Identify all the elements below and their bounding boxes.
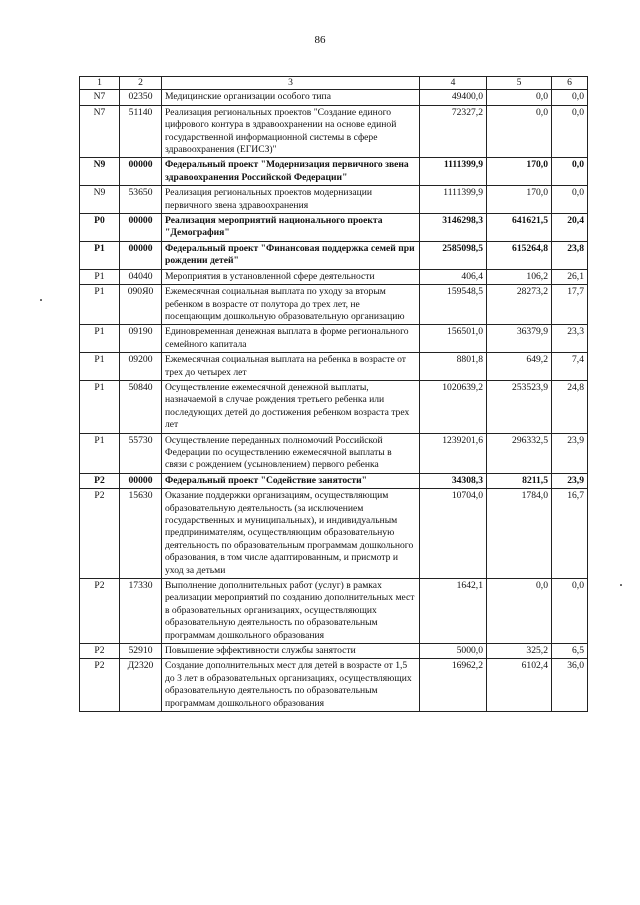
row-subcode-cell: 50840: [120, 380, 162, 433]
column-header: 5: [487, 77, 552, 90]
row-subcode-cell: Д2320: [120, 659, 162, 712]
row-name-cell: Ежемесячная социальная выплата на ребенка в возрасте от трех до четырех лет: [162, 353, 420, 381]
table-row: [80, 644, 588, 659]
row-code-cell: P2: [80, 579, 120, 644]
row-value-4-cell: 5000,0: [420, 644, 487, 659]
table-row: [80, 489, 588, 579]
row-subcode-cell: 17330: [120, 579, 162, 644]
row-code-cell: P1: [80, 269, 120, 284]
row-name-cell: Повышение эффективности службы занятости: [162, 644, 420, 659]
row-value-6-cell: 36,0: [552, 659, 588, 712]
row-name-cell: Осуществление переданных полномочий Российской Федерации по осуществлению ежемесячной выплаты в связи с рождением (усыновлением) первого ребенка: [162, 433, 420, 473]
table-row: [80, 105, 588, 158]
row-value-4-cell: 2585098,5: [420, 241, 487, 269]
row-value-5-cell: 325,2: [487, 644, 552, 659]
row-subcode-cell: 51140: [120, 105, 162, 158]
row-value-6-cell: 20,4: [552, 214, 588, 242]
row-subcode-cell: 04040: [120, 269, 162, 284]
row-value-6-cell: 0,0: [552, 158, 588, 186]
column-header: 2: [120, 77, 162, 90]
row-code-cell: P0: [80, 214, 120, 242]
row-value-6-cell: 6,5: [552, 644, 588, 659]
row-value-4-cell: 49400,0: [420, 90, 487, 105]
table-row: [80, 90, 588, 105]
row-name-cell: Реализация региональных проектов "Создание единого цифрового контура в здравоохранении на основе единой государственной информационной системы в сфере здравоохранения (ЕГИСЗ)": [162, 105, 420, 158]
row-value-5-cell: 36379,9: [487, 325, 552, 353]
table-row: [80, 325, 588, 353]
row-value-5-cell: 6102,4: [487, 659, 552, 712]
table-row: [80, 380, 588, 433]
column-header: 4: [420, 77, 487, 90]
table-row: [80, 158, 588, 186]
row-value-4-cell: 406,4: [420, 269, 487, 284]
row-value-6-cell: 23,8: [552, 241, 588, 269]
row-code-cell: N9: [80, 186, 120, 214]
table-row: [80, 659, 588, 712]
row-value-5-cell: 0,0: [487, 105, 552, 158]
row-value-5-cell: 8211,5: [487, 473, 552, 488]
table-row: [80, 241, 588, 269]
table-row: [80, 353, 588, 381]
row-value-5-cell: 28273,2: [487, 285, 552, 325]
row-value-6-cell: 23,3: [552, 325, 588, 353]
row-value-5-cell: 0,0: [487, 90, 552, 105]
row-name-cell: Федеральный проект "Финансовая поддержка семей при рождении детей": [162, 241, 420, 269]
row-code-cell: P1: [80, 285, 120, 325]
row-name-cell: Реализация мероприятий национального проекта "Демография": [162, 214, 420, 242]
row-value-6-cell: 0,0: [552, 90, 588, 105]
row-value-5-cell: 296332,5: [487, 433, 552, 473]
row-name-cell: Выполнение дополнительных работ (услуг) в рамках реализации мероприятий по созданию дополнительных мест в образовательных организациях, осуществляющих образовательную деятельность по образовательным программам дошкольного образования: [162, 579, 420, 644]
row-value-4-cell: 10704,0: [420, 489, 487, 579]
budget-table: [79, 76, 588, 712]
row-value-4-cell: 72327,2: [420, 105, 487, 158]
table-row: [80, 285, 588, 325]
row-value-5-cell: 170,0: [487, 158, 552, 186]
row-code-cell: P1: [80, 353, 120, 381]
table-row: [80, 473, 588, 488]
row-value-6-cell: 26,1: [552, 269, 588, 284]
row-value-5-cell: 641621,5: [487, 214, 552, 242]
row-subcode-cell: 00000: [120, 158, 162, 186]
row-value-5-cell: 615264,8: [487, 241, 552, 269]
row-value-6-cell: 17,7: [552, 285, 588, 325]
table-row: [80, 579, 588, 644]
row-value-6-cell: 0,0: [552, 105, 588, 158]
row-code-cell: P2: [80, 473, 120, 488]
row-value-4-cell: 156501,0: [420, 325, 487, 353]
row-value-4-cell: 34308,3: [420, 473, 487, 488]
row-name-cell: Реализация региональных проектов модернизации первичного звена здравоохранения: [162, 186, 420, 214]
row-value-6-cell: 23,9: [552, 473, 588, 488]
scan-speck: [620, 584, 622, 586]
row-name-cell: Федеральный проект "Содействие занятости": [162, 473, 420, 488]
row-code-cell: P2: [80, 659, 120, 712]
table-row: [80, 186, 588, 214]
row-value-5-cell: 0,0: [487, 579, 552, 644]
row-subcode-cell: 09190: [120, 325, 162, 353]
row-name-cell: Медицинские организации особого типа: [162, 90, 420, 105]
row-value-5-cell: 106,2: [487, 269, 552, 284]
row-code-cell: P2: [80, 489, 120, 579]
row-value-5-cell: 170,0: [487, 186, 552, 214]
row-value-6-cell: 23,9: [552, 433, 588, 473]
table-row: [80, 433, 588, 473]
row-name-cell: Федеральный проект "Модернизация первичного звена здравоохранения Российской Федерации": [162, 158, 420, 186]
column-header: 1: [80, 77, 120, 90]
row-name-cell: Оказание поддержки организациям, осуществляющим образовательную деятельность (за исключением государственных и муниципальных), и индивидуальным предпринимателям, осуществляющим образовательную деятельность по образовательным программам дошкольного образования, в том числе адаптированным, и присмотр и уход за детьми: [162, 489, 420, 579]
row-value-4-cell: 1642,1: [420, 579, 487, 644]
row-subcode-cell: 15630: [120, 489, 162, 579]
row-name-cell: Ежемесячная социальная выплата по уходу за вторым ребенком в возрасте от полутора до трех лет, не посещающим дошкольную образовательную организацию: [162, 285, 420, 325]
row-name-cell: Создание дополнительных мест для детей в возрасте от 1,5 до 3 лет в образовательных организациях, осуществляющих образовательную деятельность по образовательным программам дошкольного образования: [162, 659, 420, 712]
row-name-cell: Единовременная денежная выплата в форме регионального семейного капитала: [162, 325, 420, 353]
row-value-5-cell: 649,2: [487, 353, 552, 381]
page-number: 86: [314, 34, 326, 46]
row-subcode-cell: 00000: [120, 473, 162, 488]
row-value-4-cell: 3146298,3: [420, 214, 487, 242]
row-code-cell: P1: [80, 380, 120, 433]
row-value-4-cell: 1020639,2: [420, 380, 487, 433]
column-header: 6: [552, 77, 588, 90]
row-code-cell: P1: [80, 241, 120, 269]
row-value-6-cell: 16,7: [552, 489, 588, 579]
row-subcode-cell: 53650: [120, 186, 162, 214]
table-row: [80, 269, 588, 284]
row-name-cell: Осуществление ежемесячной денежной выплаты, назначаемой в случае рождения третьего ребенка или последующих детей до достижения ребенком возраста трех лет: [162, 380, 420, 433]
scan-speck: [40, 299, 42, 301]
row-subcode-cell: 02350: [120, 90, 162, 105]
table-header-row: [80, 77, 588, 90]
row-value-4-cell: 1239201,6: [420, 433, 487, 473]
row-code-cell: P2: [80, 644, 120, 659]
row-subcode-cell: 00000: [120, 241, 162, 269]
row-value-5-cell: 253523,9: [487, 380, 552, 433]
row-code-cell: N9: [80, 158, 120, 186]
row-subcode-cell: 090Я0: [120, 285, 162, 325]
row-value-4-cell: 1111399,9: [420, 186, 487, 214]
row-value-4-cell: 8801,8: [420, 353, 487, 381]
row-value-6-cell: 0,0: [552, 186, 588, 214]
row-name-cell: Мероприятия в установленной сфере деятельности: [162, 269, 420, 284]
row-subcode-cell: 55730: [120, 433, 162, 473]
row-subcode-cell: 09200: [120, 353, 162, 381]
row-code-cell: N7: [80, 90, 120, 105]
row-subcode-cell: 52910: [120, 644, 162, 659]
row-subcode-cell: 00000: [120, 214, 162, 242]
row-value-4-cell: 16962,2: [420, 659, 487, 712]
row-value-4-cell: 1111399,9: [420, 158, 487, 186]
row-value-6-cell: 7,4: [552, 353, 588, 381]
row-value-6-cell: 24,8: [552, 380, 588, 433]
row-value-4-cell: 159548,5: [420, 285, 487, 325]
row-code-cell: P1: [80, 433, 120, 473]
table-row: [80, 214, 588, 242]
row-code-cell: N7: [80, 105, 120, 158]
column-header: 3: [162, 77, 420, 90]
row-value-6-cell: 0,0: [552, 579, 588, 644]
row-value-5-cell: 1784,0: [487, 489, 552, 579]
row-code-cell: P1: [80, 325, 120, 353]
